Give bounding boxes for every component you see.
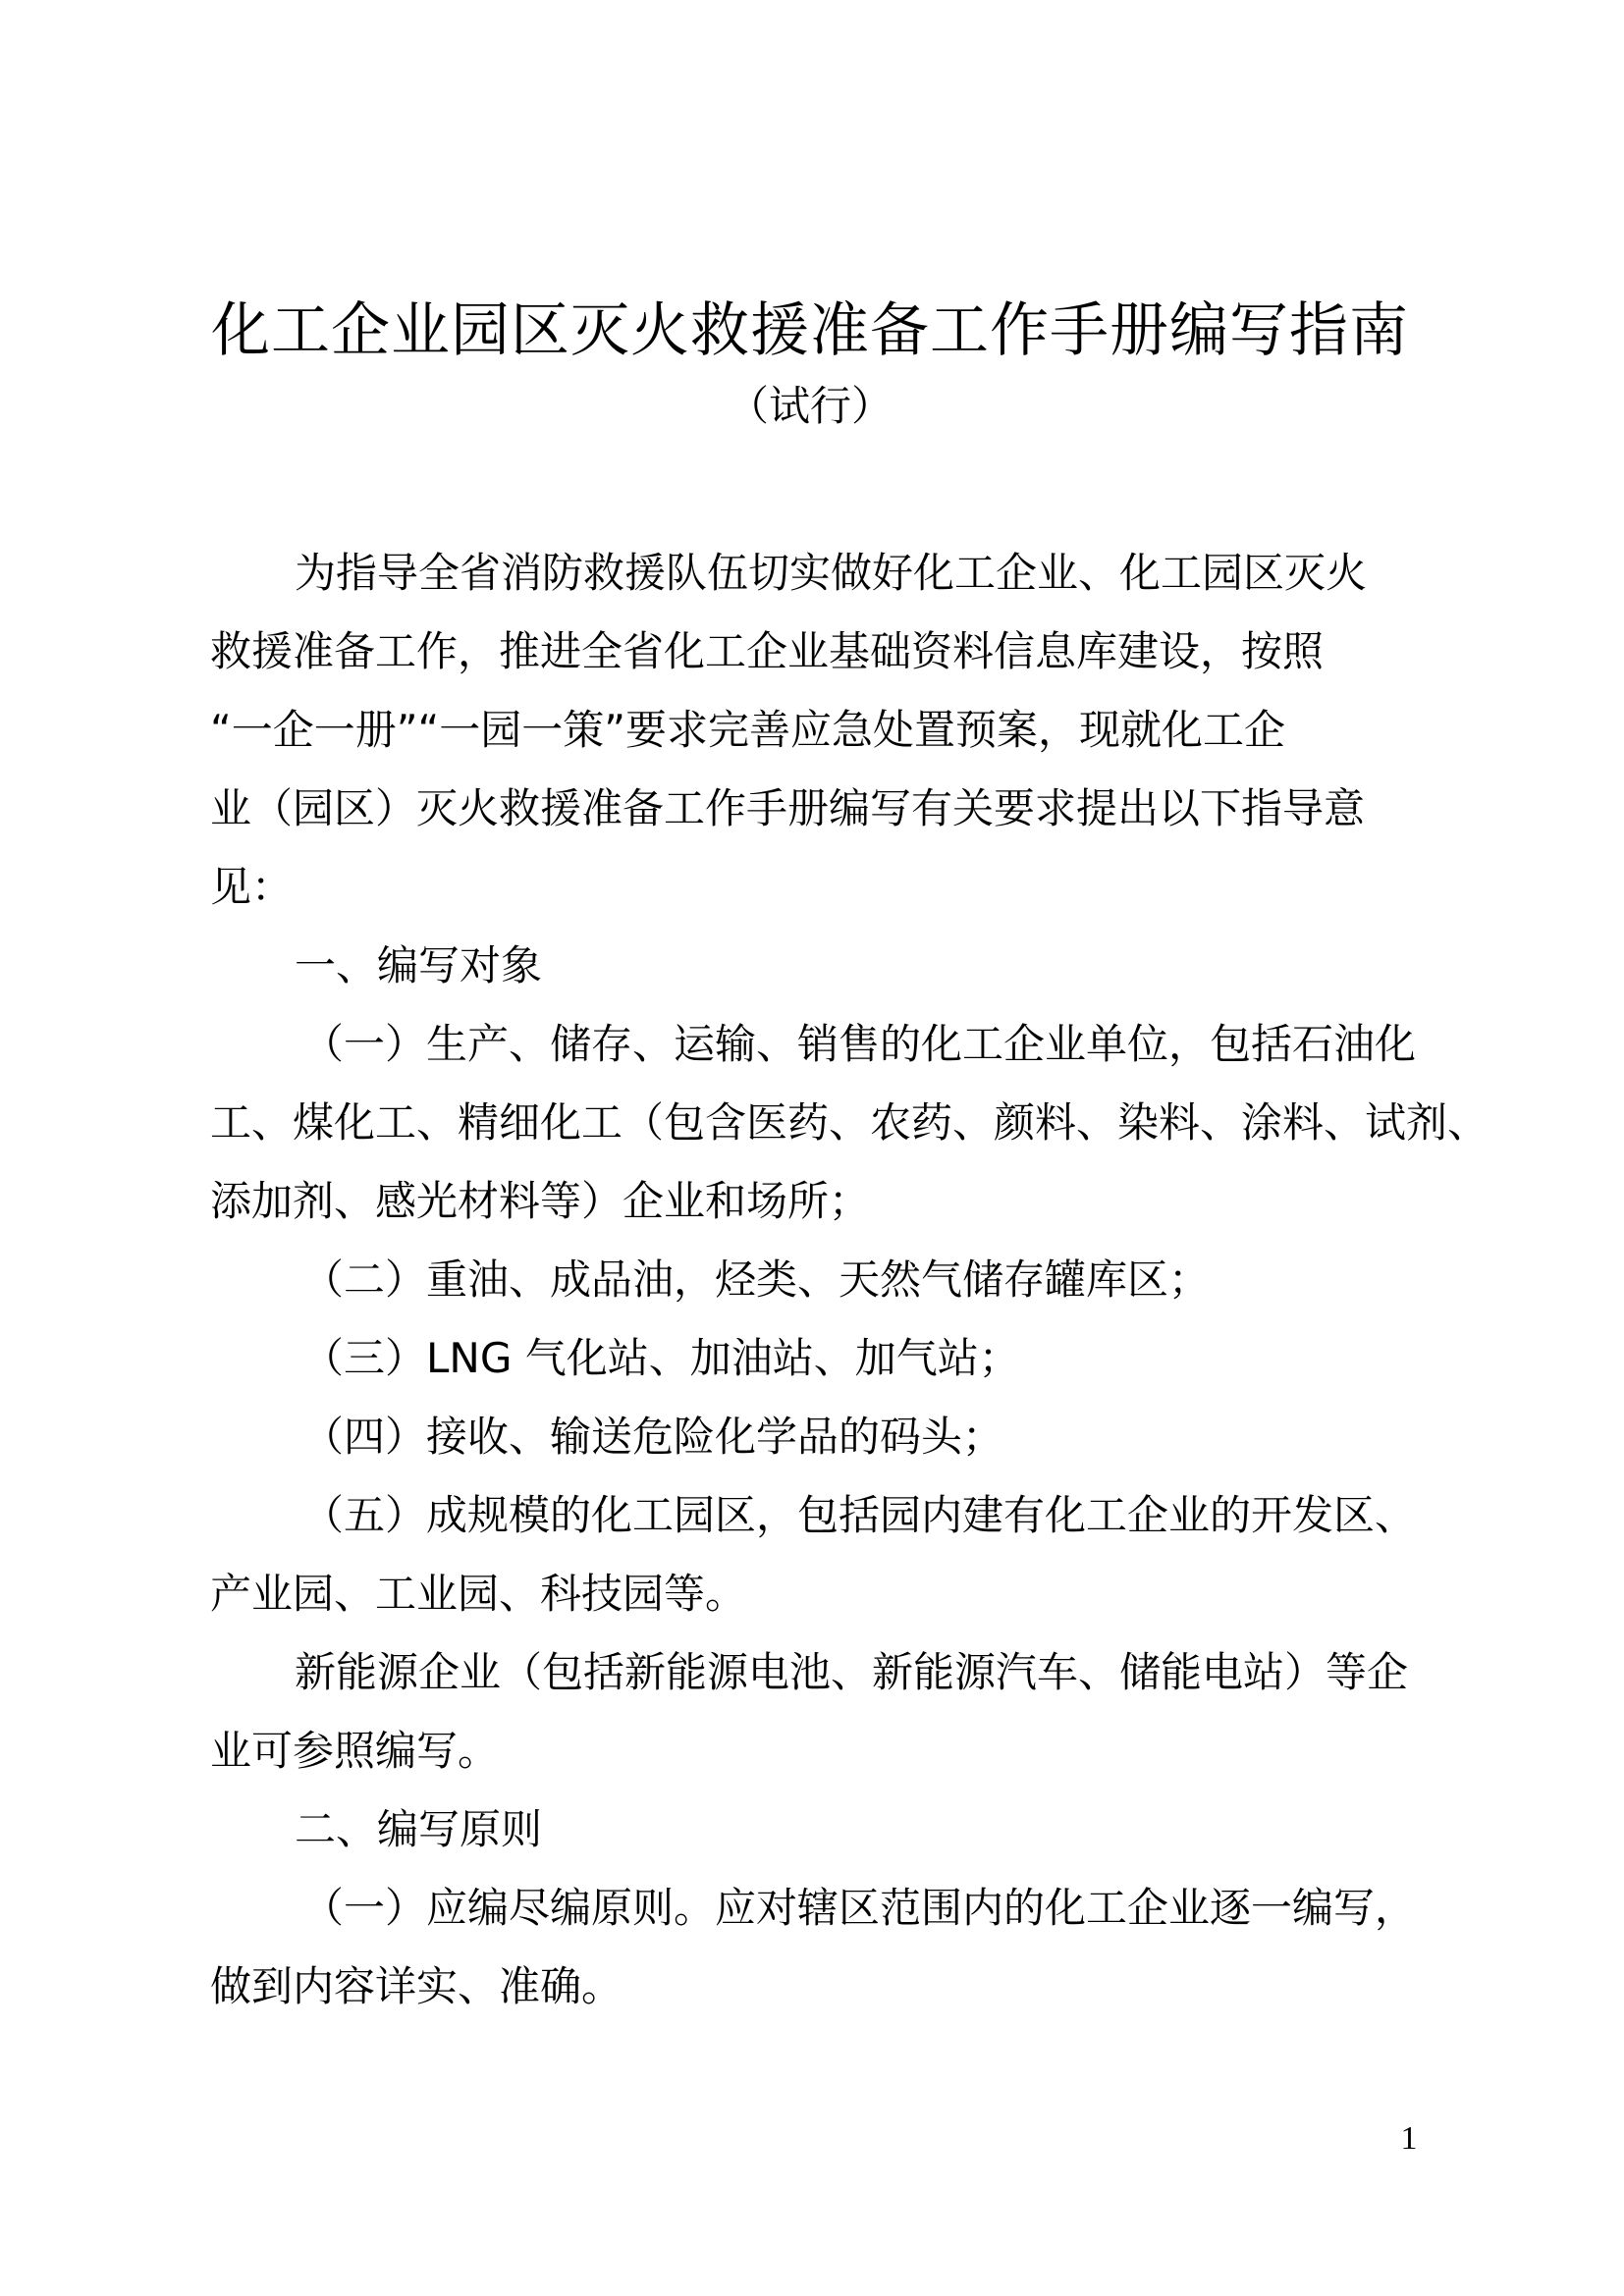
list-item-line: （一）应编尽编原则。应对辖区范围内的化工企业逐一编写， [302, 1884, 1417, 1932]
paragraph-line: “一企一册”“一园一策”要求完善应急处置预案，现就化工企 [210, 706, 1286, 754]
paragraph-line: 业可参照编写。 [210, 1727, 500, 1775]
list-item-line: （四）接收、输送危险化学品的码头； [302, 1413, 1004, 1461]
list-item-line: 添加剂、感光材料等）企业和场所； [210, 1177, 871, 1225]
page-number: 1 [1400, 2120, 1418, 2157]
paragraph-line: 为指导全省消防救援队伍切实做好化工企业、化工园区灭火 [295, 549, 1368, 597]
paragraph-line: 新能源企业（包括新能源电池、新能源汽车、储能电站）等企 [295, 1648, 1409, 1696]
document-title: 化工企业园区灭火救援准备工作手册编写指南 [211, 296, 1409, 365]
list-item-line: （三）LNG 气化站、加油站、加气站； [302, 1334, 1020, 1382]
list-item-line: 产业园、工业园、科技园等。 [210, 1570, 747, 1618]
list-item-line: （一）生产、储存、运输、销售的化工企业单位，包括石油化 [302, 1020, 1417, 1068]
paragraph-line: 见： [210, 863, 294, 911]
paragraph-line: 业（园区）灭火救援准备工作手册编写有关要求提出以下指导意 [210, 784, 1366, 832]
section-heading-principles: 二、编写原则 [295, 1805, 543, 1853]
list-item-line: （五）成规模的化工园区，包括园内建有化工企业的开发区、 [302, 1491, 1417, 1539]
paragraph-line: 救援准备工作，推进全省化工企业基础资料信息库建设，按照 [210, 627, 1325, 675]
section-heading-targets: 一、编写对象 [295, 941, 543, 989]
document-subtitle: （试行） [727, 382, 893, 430]
list-item-line: 工、煤化工、精细化工（包含医药、农药、颜料、染料、涂料、试剂、 [210, 1098, 1489, 1147]
list-item-line: 做到内容详实、准确。 [210, 1962, 623, 2010]
list-item-line: （二）重油、成品油，烃类、天然气储存罐库区； [302, 1255, 1211, 1304]
